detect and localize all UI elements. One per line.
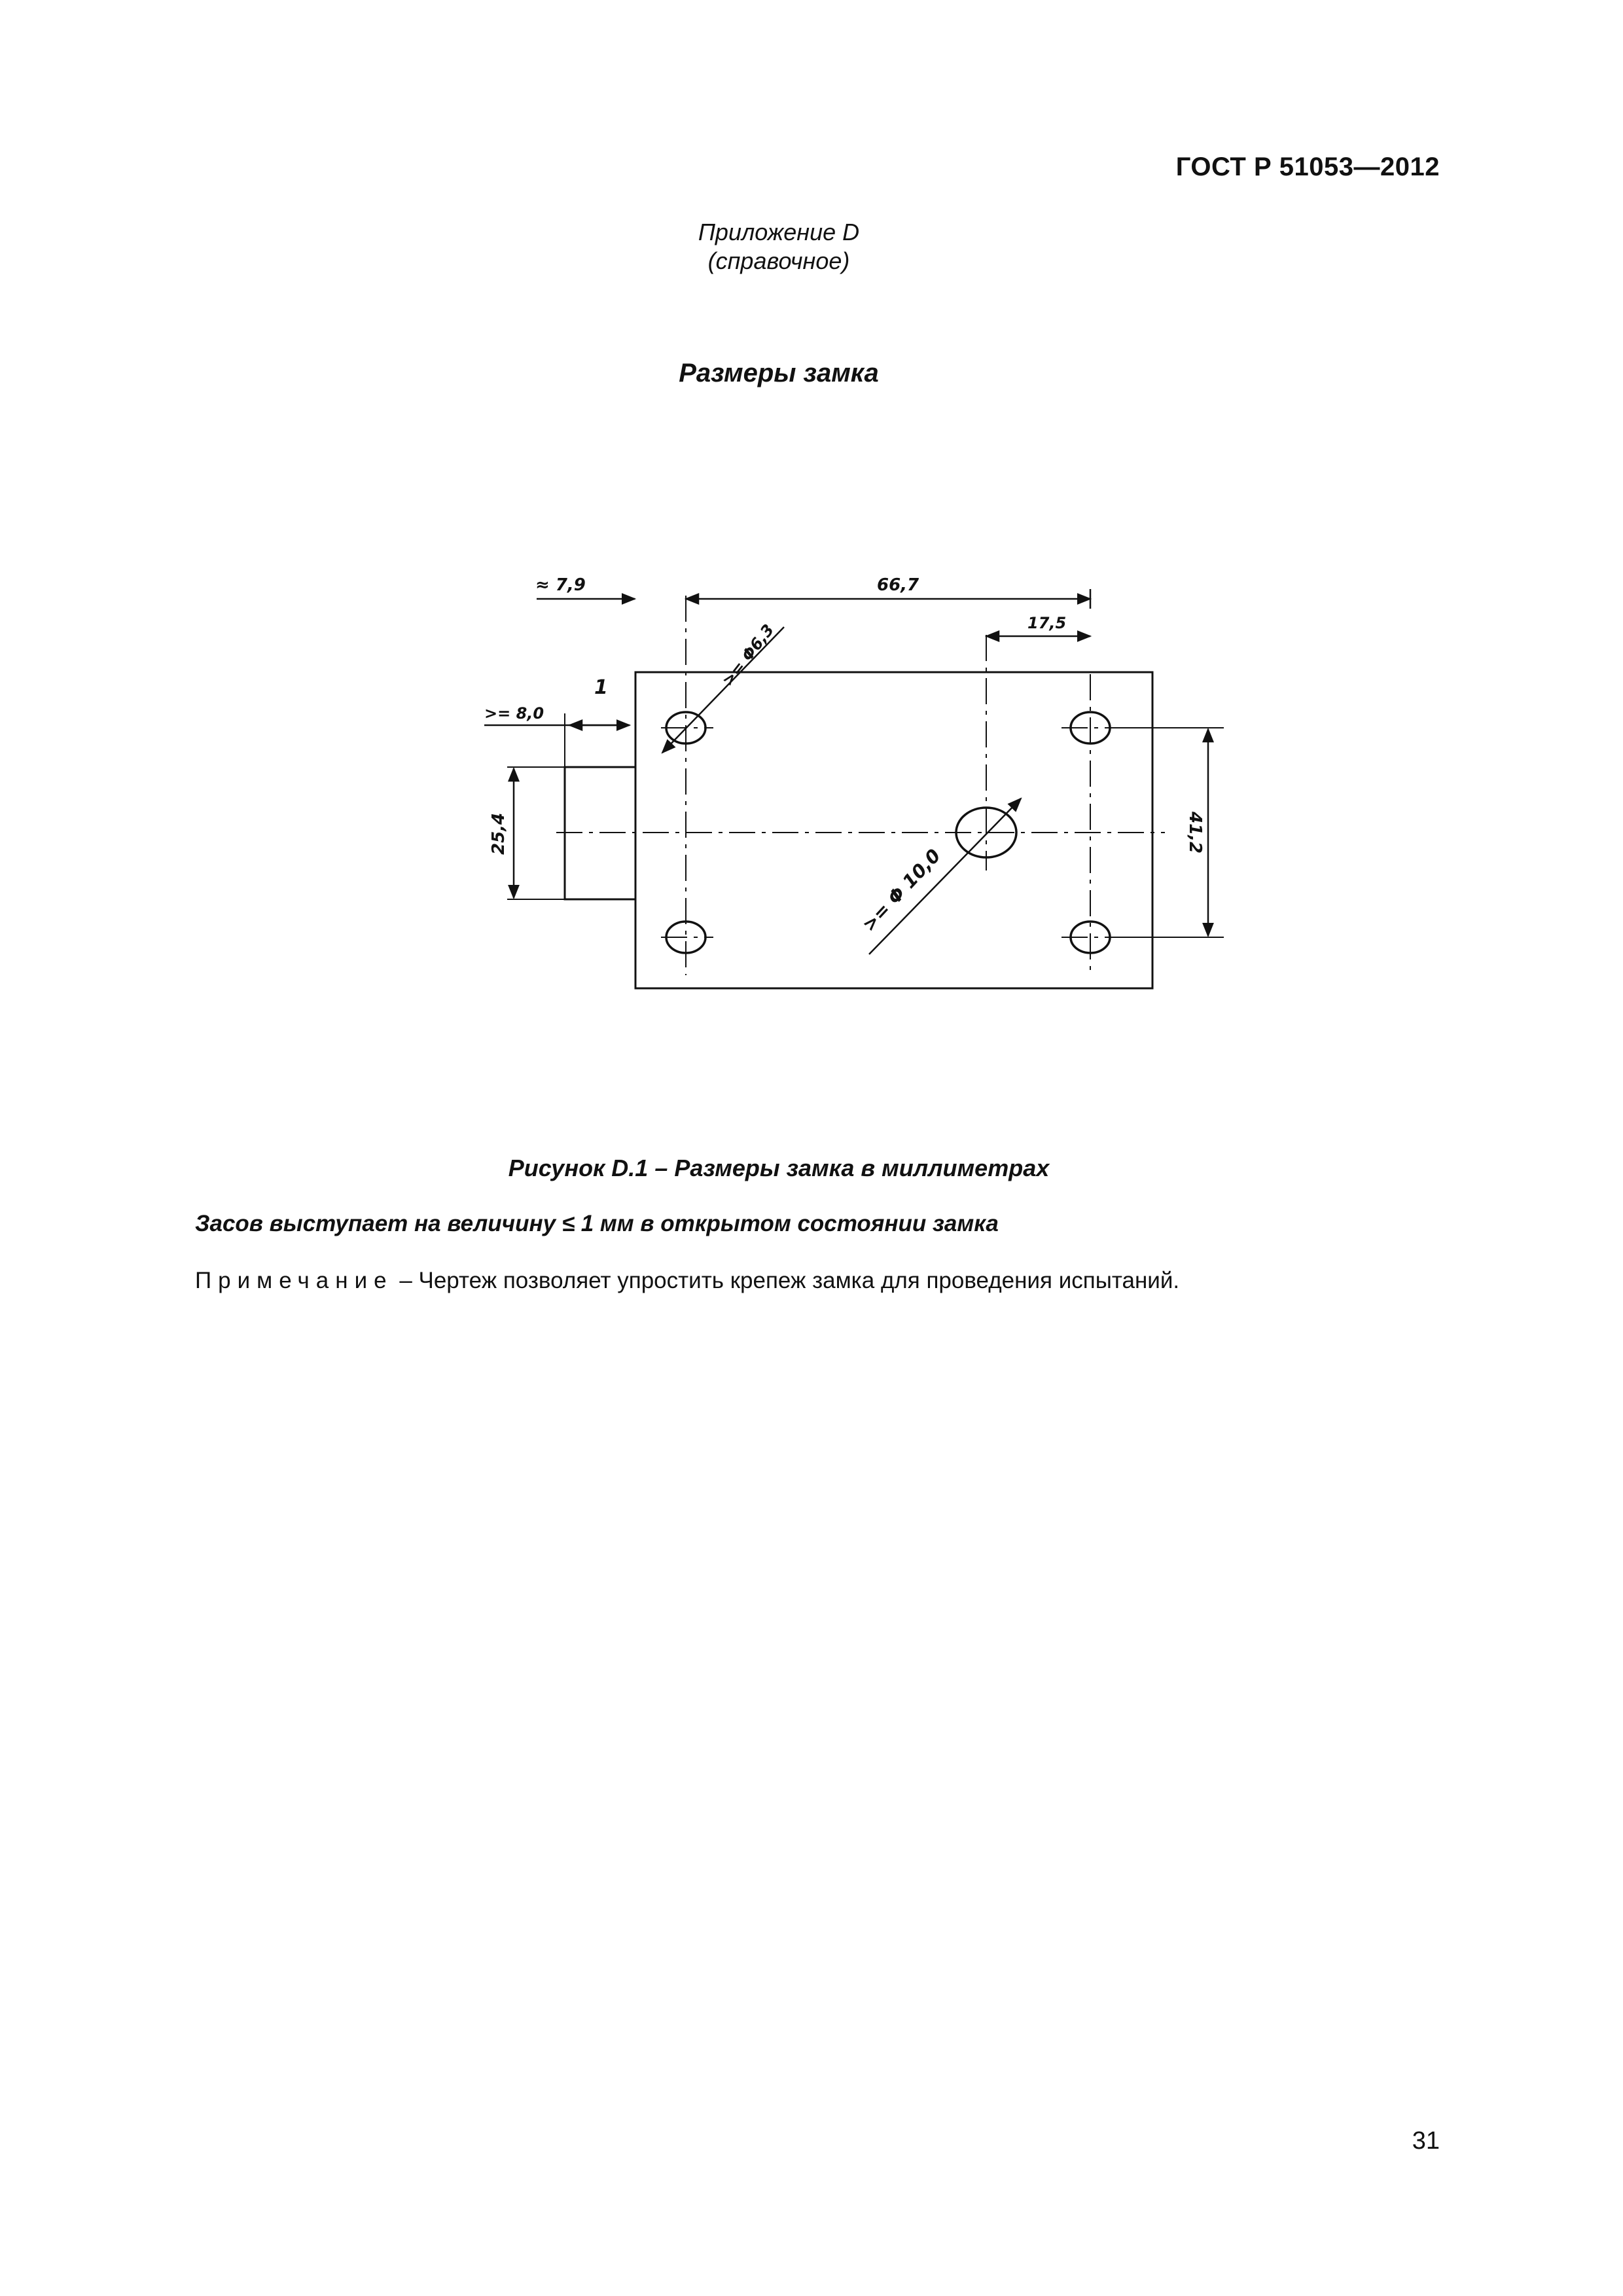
dim-big-hole: >= Φ 10,0 [857, 844, 945, 936]
dim-bolt-height: 25,4 [489, 812, 508, 855]
dim-vertical-spacing: 41,2 [1185, 812, 1205, 854]
annex-subtitle: (справочное) [707, 247, 850, 274]
bolt-protrusion-text: Засов выступает на величину ≤ 1 мм в открытом состоянии замка [195, 1211, 999, 1236]
figure-caption: Рисунок D.1 – Размеры замка в миллиметрах [508, 1155, 1050, 1181]
lock-dimension-drawing [458, 563, 1243, 1008]
note [195, 1268, 1179, 1294]
page-number: 31 [1412, 2127, 1440, 2155]
dim-left-offset: ≈ 7,9 [535, 575, 586, 595]
dim-small-hole: >= Φ6,3 [718, 620, 778, 690]
figure-heading: Размеры замка [679, 359, 879, 387]
dim-spacing: 66,7 [877, 575, 919, 595]
callout-number: 1 [594, 676, 608, 699]
standard-code: ГОСТ Р 51053—2012 [1175, 152, 1440, 181]
dim-bolt: >= 8,0 [484, 704, 544, 723]
note-label: Примечание [195, 1268, 393, 1293]
annex-heading [550, 218, 1008, 276]
dim-offset-center: 17,5 [1027, 614, 1067, 632]
annex-title: Приложение D [698, 219, 860, 245]
note-text: – Чертеж позволяет упростить крепеж замка для проведения испытаний. [393, 1268, 1180, 1293]
